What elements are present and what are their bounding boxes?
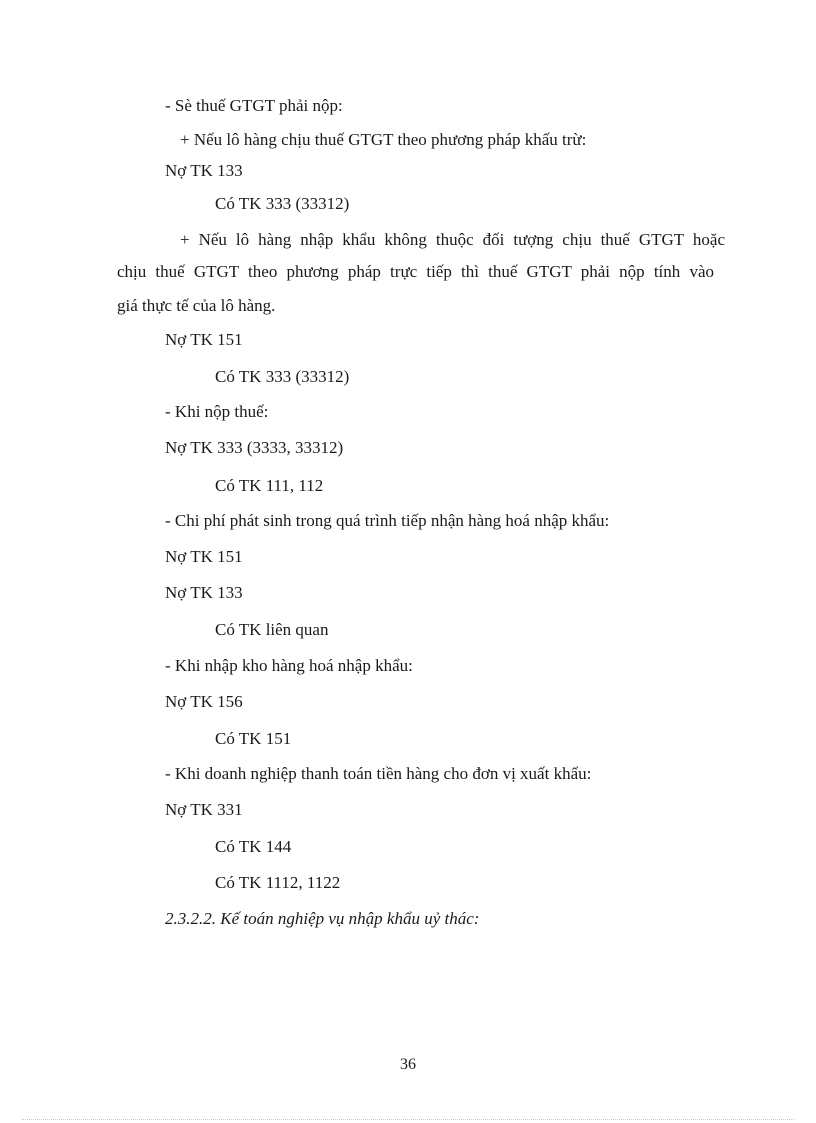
text-line: - Chi phí phát sinh trong quá trình tiếp nhận hàng hoá nhập khẩu: — [165, 511, 610, 530]
text-line: Có TK liên quan — [215, 620, 329, 639]
text-line: + Nếu lô hàng nhập khẩu không thuộc đối tượng chịu thuế GTGT hoặc — [180, 230, 725, 249]
text-line: Có TK 144 — [215, 837, 292, 856]
text-line: - Sè thuế GTGT phải nộp: — [165, 96, 343, 115]
text-line: - Khi nhập kho hàng hoá nhập khẩu: — [165, 656, 413, 675]
text-line: Có TK 1112, 1122 — [215, 873, 341, 892]
text-line: giá thực tế của lô hàng. — [117, 296, 276, 315]
text-line: Nợ TK 156 — [165, 692, 243, 711]
text-line: Nợ TK 333 (3333, 33312) — [165, 438, 344, 457]
footer-divider — [22, 1119, 794, 1120]
text-line: Có TK 333 (33312) — [215, 367, 350, 386]
text-line: Nợ TK 151 — [165, 330, 243, 349]
text-line: Có TK 333 (33312) — [215, 194, 350, 213]
text-line: Nợ TK 151 — [165, 547, 243, 566]
text-line: Có TK 151 — [215, 729, 292, 748]
page-number: 36 — [400, 1056, 416, 1073]
text-line: - Khi doanh nghiệp thanh toán tiền hàng cho đơn vị xuất khẩu: — [165, 764, 592, 783]
text-line: Có TK 111, 112 — [215, 476, 324, 495]
text-line: Nợ TK 331 — [165, 800, 243, 819]
text-line: chịu thuế GTGT theo phương pháp trực tiếp thì thuế GTGT phải nộp tính vào — [117, 262, 714, 281]
text-line: + Nếu lô hàng chịu thuế GTGT theo phương pháp khấu trừ: — [180, 130, 587, 149]
text-line: Nợ TK 133 — [165, 583, 243, 602]
text-line: Nợ TK 133 — [165, 161, 243, 180]
text-line: - Khi nộp thuế: — [165, 402, 269, 421]
section-heading: 2.3.2.2. Kế toán nghiệp vụ nhập khẩu uỷ thác: — [165, 909, 480, 928]
